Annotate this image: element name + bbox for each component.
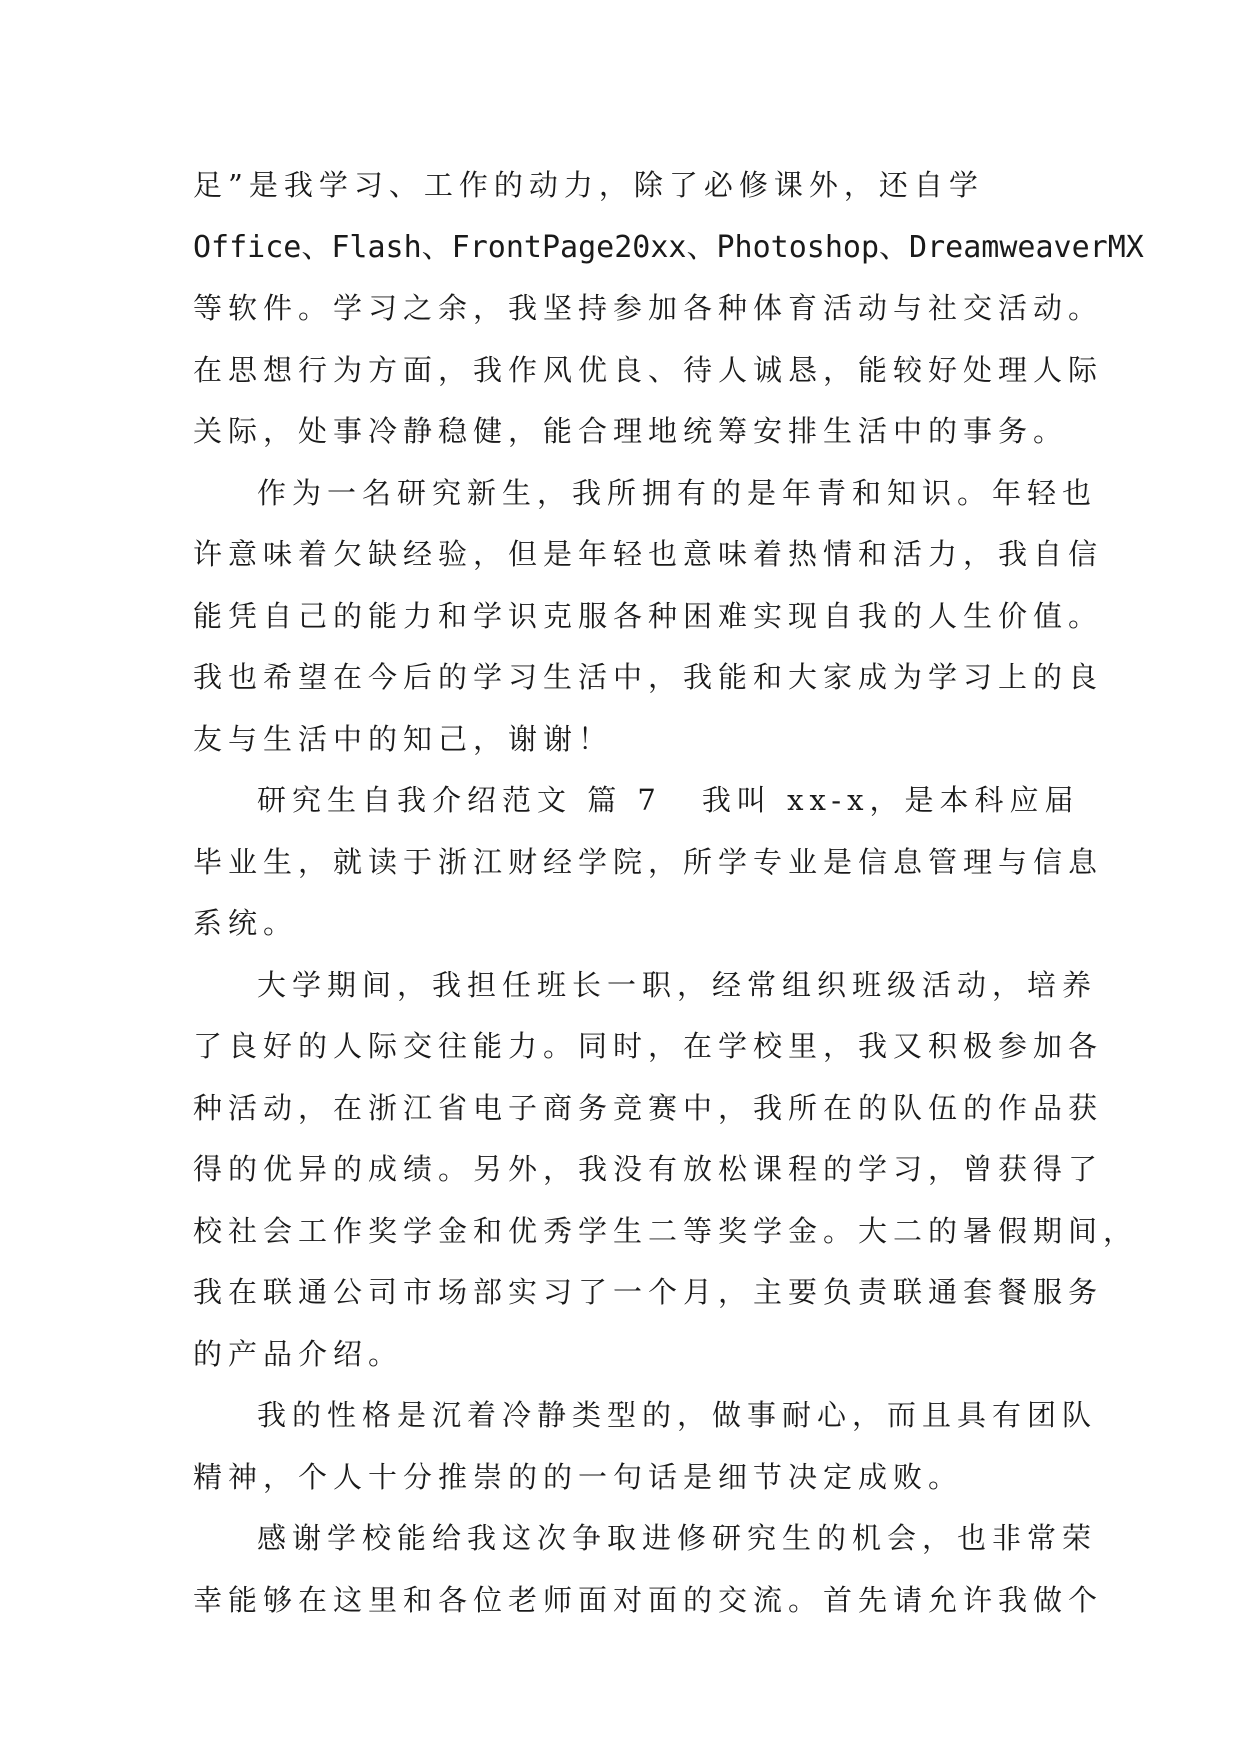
text-line — [193, 278, 1104, 340]
text-line — [193, 955, 1098, 1017]
text-line — [193, 217, 1144, 279]
text-line — [193, 1139, 1104, 1201]
text-line-content: 幸能够在这里和各位老师面对面的交流。首先请允许我做个 — [193, 1582, 1104, 1617]
text-line — [193, 1447, 1073, 1509]
text-line-content: 研究生自我介绍范文 篇 7 — [257, 783, 662, 817]
text-line — [193, 1201, 1139, 1263]
text-line — [193, 524, 1104, 586]
text-line-content: 感谢学校能给我这次争取进修研究生的机会，也非常荣 — [257, 1521, 1098, 1555]
text-line-content: 我在联通公司市场部实习了一个月，主要负责联通套餐服务 — [193, 1275, 1104, 1309]
text-line-content: 大学期间，我担任班长一职，经常组织班级活动，培养 — [257, 967, 1098, 1002]
text-line-content: 毕业生，就读于浙江财经学院，所学专业是信息管理与信息 — [193, 844, 1104, 879]
text-line-content: 足”是我学习、工作的动力，除了必修课外，还自学 — [193, 168, 984, 202]
text-line-tail: 我叫 xx-x，是本科应届 — [701, 783, 1080, 817]
text-line-content: 得的优异的成绩。另外，我没有放松课程的学习，曾获得了 — [193, 1152, 1104, 1186]
text-line — [193, 155, 1073, 217]
text-line — [193, 709, 1073, 771]
text-line-content: 精神，个人十分推崇的的一句话是细节决定成败。 — [193, 1459, 964, 1494]
text-line — [193, 1016, 1104, 1078]
text-line — [193, 1385, 1098, 1447]
text-line-content: 作为一名研究新生，我所拥有的是年青和知识。年轻也 — [257, 475, 1098, 510]
text-line-content: 等软件。学习之余，我坚持参加各种体育活动与社交活动。 — [193, 291, 1104, 325]
text-line — [193, 1508, 1098, 1570]
text-line — [193, 832, 1104, 894]
text-line — [193, 647, 1104, 709]
text-line — [193, 340, 1104, 402]
text-line-content: 了良好的人际交往能力。同时，在学校里，我又积极参加各 — [193, 1029, 1104, 1063]
text-line-content: 校社会工作奖学金和优秀学生二等奖学金。大二的暑假期间， — [193, 1213, 1139, 1248]
text-line-content: 关际，处事冷静稳健，能合理地统筹安排生活中的事务。 — [193, 414, 1069, 448]
text-line-content: 友与生活中的知己，谢谢！ — [193, 721, 614, 756]
text-line — [193, 401, 1073, 463]
text-line — [193, 1324, 1073, 1386]
document-body — [193, 155, 1144, 1631]
text-line — [193, 770, 1080, 832]
text-line-content: 我也希望在今后的学习生活中，我能和大家成为学习上的良 — [193, 660, 1104, 694]
text-line — [193, 463, 1098, 525]
text-line-content: Office、Flash、FrontPage20xx、Photoshop、DreamweaverMX — [193, 229, 1144, 265]
text-line — [193, 893, 1073, 955]
text-line-content: 种活动，在浙江省电子商务竞赛中，我所在的队伍的作品获 — [193, 1090, 1104, 1125]
text-line — [193, 1262, 1104, 1324]
text-line — [193, 586, 1104, 648]
text-line-content: 能凭自己的能力和学识克服各种困难实现自我的人生价值。 — [193, 598, 1104, 633]
text-line-content: 许意味着欠缺经验，但是年轻也意味着热情和活力，我自信 — [193, 537, 1104, 571]
text-line-content: 我的性格是沉着冷静类型的，做事耐心，而且具有团队 — [257, 1398, 1098, 1432]
text-line-content: 系统。 — [193, 906, 299, 940]
text-line-content: 在思想行为方面，我作风优良、待人诚恳，能较好处理人际 — [193, 352, 1104, 387]
text-line-content: 的产品介绍。 — [193, 1336, 404, 1371]
text-line — [193, 1570, 1104, 1632]
text-line — [193, 1078, 1104, 1140]
